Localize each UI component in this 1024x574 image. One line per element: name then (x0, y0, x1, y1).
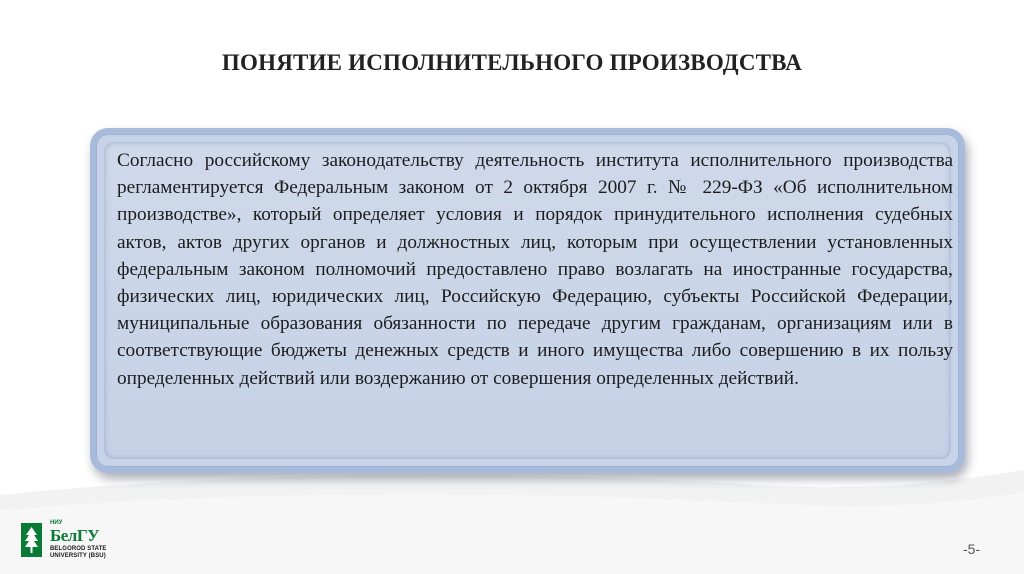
logo-caption-line1: BELGOROD STATE (50, 546, 107, 552)
definition-box (90, 128, 965, 473)
definition-box-inner (104, 142, 951, 459)
definition-text: Согласно российскому законодательству деятельность института исполнительного производства регламентируется Федеральным законом от 2 октября 2007 г. № 229-ФЗ «Об исполнительном производстве», который определяет условия и порядок принудительного исполнения судебных актов, актов других органов и должностных лиц, которым при осуществлении установленных федеральным законом полномочий предоставлено право возлагать на иностранные государства, физических лиц, юридических лиц, Российскую Федерацию, субъекты Российской Федерации, муниципальные образования обязанности по передаче другим гражданам, организациям или в соответствующие бюджеты денежных средств и иного имущества либо совершению в их пользу определенных действий или воздержанию от совершения определенных действий. (117, 150, 953, 389)
slide-title: ПОНЯТИЕ ИСПОЛНИТЕЛЬНОГО ПРОИЗВОДСТВА (221, 50, 803, 75)
logo-niu: НИУ (50, 520, 63, 526)
logo-brand: БелГУ (50, 526, 100, 545)
page-number: -5- (963, 541, 981, 557)
university-logo (21, 520, 111, 562)
logo-caption-line2: UNIVERSITY (BSU) (50, 553, 106, 559)
tree-emblem-icon (21, 523, 42, 557)
